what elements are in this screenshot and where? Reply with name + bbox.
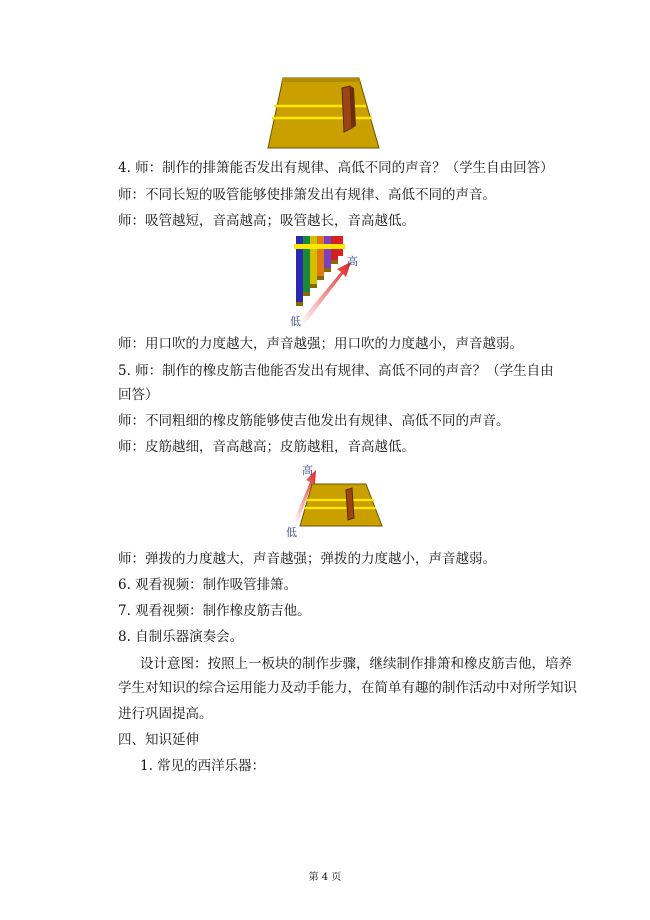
text-line: 5. 师：制作的橡皮筋吉他能否发出有规律、高低不同的声音？（学生自由 [118,363,554,379]
guitar-pitch-figure [284,462,394,542]
text-line: 8. 自制乐器演奏会。 [118,629,244,645]
panpipe-high-label: 高 [347,255,358,268]
text-line: 设计意图：按照上一板块的制作步骤，继续制作排箫和橡皮筋吉他，培养 [140,656,572,672]
guitar-low-label: 低 [286,526,297,539]
panpipe-low-label: 低 [290,315,301,328]
panpipe-figure [285,232,375,332]
text-line: 师：用口吹的力度越大，声音越强；用口吹的力度越小，声音越弱。 [118,336,523,352]
text-line: 7. 观看视频：制作橡皮筋吉他。 [118,603,311,619]
text-line: 师：弹拨的力度越大，声音越强；弹拨的力度越小，声音越弱。 [118,551,496,567]
text-line: 师：吸管越短，音高越高；吸管越长，音高越低。 [118,213,415,229]
text-line: 回答） [118,387,159,403]
guitar-high-label: 高 [302,464,313,477]
text-line: 师：不同粗细的橡皮筋能够使吉他发出有规律、高低不同的声音。 [118,413,510,429]
text-line: 学生对知识的综合运用能力及动手能力，在简单有趣的制作活动中对所学知识 [118,680,577,696]
text-line: 6. 观看视频：制作吸管排箫。 [118,577,298,593]
text-line: 1. 常见的西洋乐器： [140,758,266,774]
text-line: 师：皮筋越细，音高越高；皮筋越粗，音高越低。 [118,439,415,455]
page-number: 第 4 页 [308,872,342,883]
guitar-board-figure-top [266,74,386,154]
text-line: 4. 师：制作的排箫能否发出有规律、高低不同的声音？（学生自由回答） [118,160,554,176]
text-line: 师：不同长短的吸管能够使排箫发出有规律、高低不同的声音。 [118,187,496,203]
section-heading: 四、知识延伸 [118,732,199,748]
text-line: 进行巩固提高。 [118,706,213,722]
